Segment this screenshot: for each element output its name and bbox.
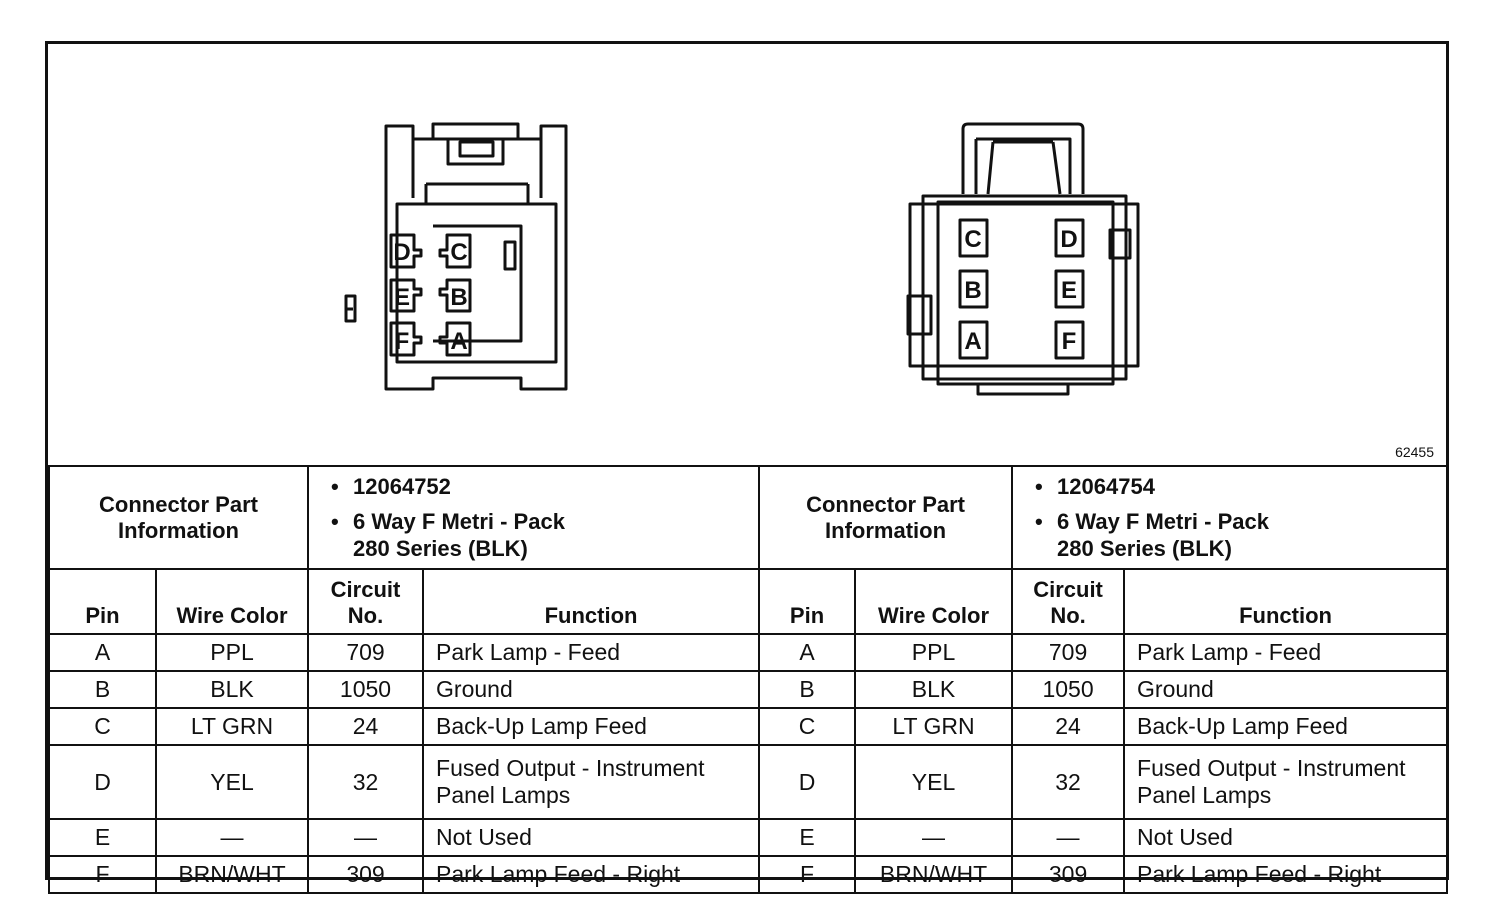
function-line1: Ground bbox=[436, 676, 513, 702]
function-line1: Back-Up Lamp Feed bbox=[1137, 713, 1348, 739]
header-wire-color: Wire Color bbox=[156, 569, 308, 634]
circuit-cell: 709 bbox=[1012, 634, 1124, 671]
circuit-cell: 309 bbox=[308, 856, 423, 893]
pin-cell: C bbox=[759, 708, 855, 745]
pin-cell: C bbox=[49, 708, 156, 745]
left-pin-label-f: F bbox=[394, 328, 410, 355]
wire-color-cell: PPL bbox=[855, 634, 1012, 671]
circuit-cell: 709 bbox=[308, 634, 423, 671]
wire-color-cell: PPL bbox=[156, 634, 308, 671]
wire-color-cell: LT GRN bbox=[855, 708, 1012, 745]
right-pin-label-b: B bbox=[964, 277, 982, 304]
function-cell bbox=[1124, 634, 1447, 671]
right-pin-label-c: C bbox=[964, 226, 982, 253]
connector-illustration bbox=[48, 44, 1446, 465]
wire-color-cell: BRN/WHT bbox=[855, 856, 1012, 893]
left-pin-label-c: C bbox=[450, 239, 468, 266]
connector-2-info-label: Connector Part Information bbox=[759, 466, 1012, 569]
pin-cell: E bbox=[49, 819, 156, 856]
function-line1: Fused Output - Instrument bbox=[1137, 755, 1406, 781]
connector-2-part-number: • 12064754 bbox=[1057, 473, 1446, 500]
function-line1: Park Lamp - Feed bbox=[1137, 639, 1322, 665]
function-cell bbox=[1124, 856, 1447, 893]
connector-1-series: 280 Series (BLK) bbox=[353, 536, 528, 561]
connector-2-part-info bbox=[1012, 466, 1447, 569]
header-pin: Pin bbox=[49, 569, 156, 634]
connector-2-description: • 6 Way F Metri - Pack bbox=[1057, 508, 1446, 535]
function-line2: Panel Lamps bbox=[436, 782, 571, 808]
connector-1-description: • 6 Way F Metri - Pack bbox=[353, 508, 758, 535]
circuit-cell: 32 bbox=[1012, 745, 1124, 819]
function-cell bbox=[423, 819, 759, 856]
right-pin-label-d: D bbox=[1060, 226, 1078, 253]
wire-color-cell: — bbox=[855, 819, 1012, 856]
pin-cell: E bbox=[759, 819, 855, 856]
left-pin-label-b: B bbox=[450, 284, 468, 311]
right-connector-drawing bbox=[908, 124, 1138, 394]
wire-color-cell: BLK bbox=[855, 671, 1012, 708]
connector-2-series: 280 Series (BLK) bbox=[1057, 536, 1232, 561]
header-circuit-no bbox=[1012, 569, 1124, 634]
function-cell bbox=[1124, 708, 1447, 745]
header-circuit-line1: Circuit bbox=[330, 577, 401, 602]
wire-color-cell: LT GRN bbox=[156, 708, 308, 745]
table-row bbox=[49, 819, 1447, 856]
left-pin-label-d: D bbox=[393, 239, 411, 266]
header-circuit-no bbox=[308, 569, 423, 634]
right-pin-label-f: F bbox=[1061, 328, 1077, 355]
circuit-cell: — bbox=[1012, 819, 1124, 856]
function-cell bbox=[423, 634, 759, 671]
function-cell bbox=[1124, 819, 1447, 856]
connector-info-row bbox=[49, 466, 1447, 569]
function-line1: Park Lamp Feed - Right bbox=[1137, 861, 1382, 887]
table-row bbox=[49, 708, 1447, 745]
function-line1: Not Used bbox=[436, 824, 532, 850]
connector-1-part-number: • 12064752 bbox=[353, 473, 758, 500]
function-line1: Ground bbox=[1137, 676, 1214, 702]
pin-cell: B bbox=[759, 671, 855, 708]
left-pin-label-a: A bbox=[450, 328, 468, 355]
connector-1-part-info bbox=[308, 466, 759, 569]
connector-diagram-frame bbox=[45, 41, 1449, 887]
pin-cell: F bbox=[49, 856, 156, 893]
circuit-cell: 24 bbox=[1012, 708, 1124, 745]
circuit-cell: 32 bbox=[308, 745, 423, 819]
function-line1: Park Lamp - Feed bbox=[436, 639, 621, 665]
pin-cell: A bbox=[759, 634, 855, 671]
wire-color-cell: BRN/WHT bbox=[156, 856, 308, 893]
wire-color-cell: BLK bbox=[156, 671, 308, 708]
function-line1: Fused Output - Instrument bbox=[436, 755, 705, 781]
pin-cell: A bbox=[49, 634, 156, 671]
function-line1: Park Lamp Feed - Right bbox=[436, 861, 681, 887]
function-line1: Back-Up Lamp Feed bbox=[436, 713, 647, 739]
circuit-cell: — bbox=[308, 819, 423, 856]
wire-color-cell: YEL bbox=[156, 745, 308, 819]
pin-cell: B bbox=[49, 671, 156, 708]
function-cell bbox=[1124, 671, 1447, 708]
header-circuit-line2: No. bbox=[1050, 603, 1086, 628]
table-row bbox=[49, 634, 1447, 671]
function-cell bbox=[423, 708, 759, 745]
function-cell bbox=[423, 856, 759, 893]
circuit-cell: 1050 bbox=[1012, 671, 1124, 708]
figure-number: 62455 bbox=[1395, 444, 1434, 460]
header-circuit-line1: Circuit bbox=[1033, 577, 1103, 602]
left-pin-label-e: E bbox=[393, 284, 411, 311]
header-function: Function bbox=[1124, 569, 1447, 634]
right-pin-label-a: A bbox=[964, 328, 982, 355]
table-row bbox=[49, 671, 1447, 708]
header-pin: Pin bbox=[759, 569, 855, 634]
table-row bbox=[49, 856, 1447, 893]
function-line2: Panel Lamps bbox=[1137, 782, 1272, 808]
right-pin-label-e: E bbox=[1060, 277, 1078, 304]
wire-color-cell: — bbox=[156, 819, 308, 856]
pin-cell: F bbox=[759, 856, 855, 893]
circuit-cell: 24 bbox=[308, 708, 423, 745]
column-header-row bbox=[49, 569, 1447, 634]
function-cell bbox=[1124, 745, 1447, 819]
circuit-cell: 1050 bbox=[308, 671, 423, 708]
table-row bbox=[49, 745, 1447, 819]
pin-cell: D bbox=[759, 745, 855, 819]
header-function: Function bbox=[423, 569, 759, 634]
connector-1-info-label: Connector Part Information bbox=[49, 466, 308, 569]
wire-color-cell: YEL bbox=[855, 745, 1012, 819]
function-cell bbox=[423, 745, 759, 819]
header-circuit-line2: No. bbox=[347, 603, 384, 628]
function-cell bbox=[423, 671, 759, 708]
pin-cell: D bbox=[49, 745, 156, 819]
connector-pinout-table bbox=[48, 465, 1448, 894]
header-wire-color: Wire Color bbox=[855, 569, 1012, 634]
function-line1: Not Used bbox=[1137, 824, 1233, 850]
circuit-cell: 309 bbox=[1012, 856, 1124, 893]
